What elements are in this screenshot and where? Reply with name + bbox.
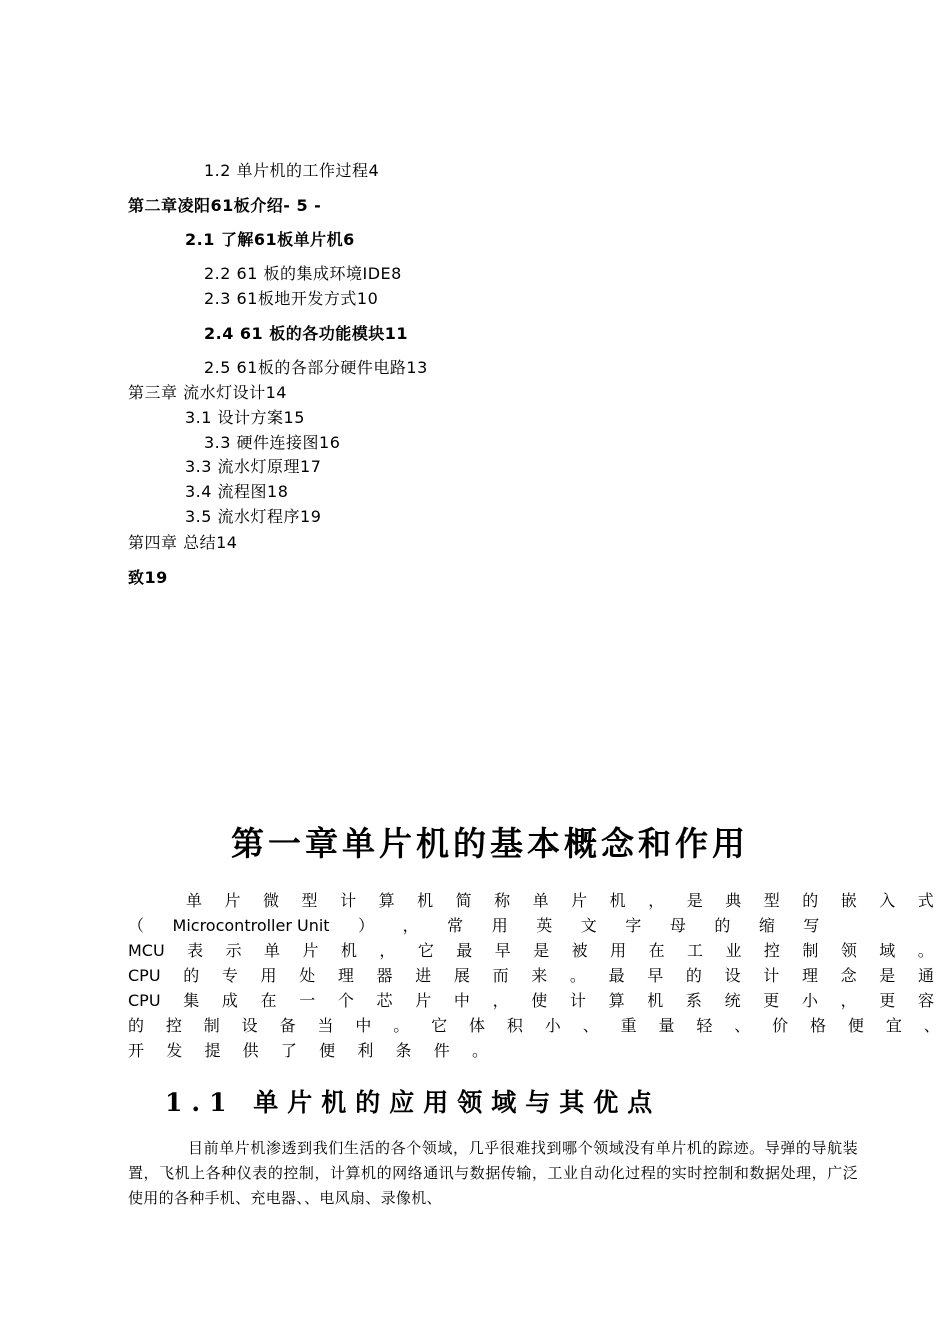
paragraph-token: CPU — [128, 991, 161, 1010]
paragraph-token: 。 — [471, 1041, 488, 1060]
section-title: 1.1 单片机的应用领域与其优点 — [165, 1088, 662, 1117]
paragraph-token: 域 — [879, 941, 896, 960]
paragraph-token: 机 — [609, 891, 626, 910]
paragraph-token: 成 — [221, 991, 238, 1010]
toc-entry[interactable]: 2.2 61 板的集成环境IDE8 — [204, 264, 402, 283]
paragraph-token: 嵌 — [840, 891, 857, 910]
paragraph-token: 最 — [456, 941, 473, 960]
paragraph-token: 进 — [415, 966, 432, 985]
paragraph-token: 是 — [686, 891, 703, 910]
paragraph-token: 英 — [536, 916, 553, 935]
paragraph-token: 个 — [337, 991, 354, 1010]
paragraph-token: 入 — [879, 891, 896, 910]
paragraph-token: 微 — [263, 891, 280, 910]
paragraph-token: 设 — [241, 1016, 258, 1035]
paragraph-token: 利 — [357, 1041, 374, 1060]
paragraph-token: CPU — [128, 966, 161, 985]
paragraph-token: 一 — [299, 991, 316, 1010]
paragraph-token: 理 — [801, 966, 818, 985]
paragraph-token: 来 — [531, 966, 548, 985]
paragraph-token: 写 — [803, 916, 820, 935]
paragraph-token: 称 — [494, 891, 511, 910]
paragraph-token: 控 — [165, 1016, 182, 1035]
toc-entry[interactable]: 2.3 61板地开发方式10 — [204, 289, 379, 308]
paragraph-token: 价 — [772, 1016, 789, 1035]
paragraph-token: 轻 — [696, 1016, 713, 1035]
paragraph-token: 、 — [734, 1016, 751, 1035]
paragraph-token: 它 — [431, 1016, 448, 1035]
paragraph-token: 早 — [647, 966, 664, 985]
toc-chapter-entry[interactable]: 第四章 总结14 — [128, 533, 238, 552]
paragraph-token: 容 — [917, 991, 934, 1010]
paragraph-token: 便 — [847, 1016, 864, 1035]
paragraph-token: 小 — [544, 1016, 561, 1035]
paragraph-token: 缩 — [758, 916, 775, 935]
paragraph-token: 。 — [569, 966, 586, 985]
toc-chapter-entry[interactable]: 第二章凌阳61板介绍- 5 - — [128, 196, 322, 215]
paragraph-token: 供 — [242, 1041, 259, 1060]
paragraph-token: 。 — [917, 941, 934, 960]
paragraph-token: 更 — [879, 991, 896, 1010]
paragraph-token: ， — [379, 941, 396, 960]
paragraph-token: 示 — [225, 941, 242, 960]
paragraph-token: 器 — [376, 966, 393, 985]
paragraph-token: 常 — [447, 916, 464, 935]
paragraph-token: 机 — [417, 891, 434, 910]
paragraph-token: Microcontroller Unit — [172, 916, 330, 935]
paragraph-token: 简 — [455, 891, 472, 910]
paragraph-token: 计 — [569, 991, 586, 1010]
paragraph-token: 通 — [917, 966, 934, 985]
paragraph-token: 积 — [506, 1016, 523, 1035]
paragraph-token: ） — [358, 916, 375, 935]
paragraph-token: 理 — [337, 966, 354, 985]
paragraph-token: 设 — [724, 966, 741, 985]
body-paragraph-text: 目前单片机渗透到我们生活的各个领域，几乎很难找到哪个领域没有单片机的踪迹。导弹的导航装置，飞机上各种仪表的控制，计算机的网络通讯与数据传输，工业自动化过程的实时控制和数据处理，广泛使用的各种手机、充电器、、电风扇、录像机、 — [128, 1139, 858, 1207]
paragraph-token: 的 — [685, 966, 702, 985]
toc-entry[interactable]: 3.5 流水灯程序19 — [185, 507, 322, 526]
paragraph-token: 统 — [724, 991, 741, 1010]
chapter-title: 第一章单片机的基本概念和作用 — [231, 824, 749, 863]
paragraph-token: 单 — [186, 891, 203, 910]
paragraph-token: 制 — [203, 1016, 220, 1035]
paragraph-token: 片 — [571, 891, 588, 910]
paragraph-token: 便 — [319, 1041, 336, 1060]
paragraph-line — [128, 916, 848, 936]
paragraph-token: 片 — [415, 991, 432, 1010]
toc-chapter-entry[interactable]: 第三章 流水灯设计14 — [128, 383, 287, 402]
paragraph-token: 工 — [687, 941, 704, 960]
toc-entry[interactable]: 3.4 流程图18 — [185, 482, 289, 501]
paragraph-token: 发 — [166, 1041, 183, 1060]
paragraph-token: 体 — [469, 1016, 486, 1035]
paragraph-token: 母 — [669, 916, 686, 935]
paragraph-token: 、 — [923, 1016, 940, 1035]
paragraph-token: 单 — [532, 891, 549, 910]
paragraph-token: 制 — [802, 941, 819, 960]
paragraph-token: 件 — [433, 1041, 450, 1060]
paragraph-token: MCU — [128, 941, 165, 960]
paragraph-token: 机 — [340, 941, 357, 960]
paragraph-token: 。 — [393, 1016, 410, 1035]
paragraph-token: 专 — [221, 966, 238, 985]
toc-entry[interactable]: 1.2 单片机的工作过程4 — [204, 161, 380, 180]
paragraph-line — [128, 1016, 940, 1036]
paragraph-token: ， — [840, 991, 857, 1010]
paragraph-token: 字 — [625, 916, 642, 935]
toc-entry[interactable]: 3.1 设计方案15 — [185, 408, 305, 427]
paragraph-token: 业 — [725, 941, 742, 960]
paragraph-token: 而 — [492, 966, 509, 985]
paragraph-token: 集 — [183, 991, 200, 1010]
paragraph-token: 备 — [279, 1016, 296, 1035]
paragraph-token: 小 — [801, 991, 818, 1010]
paragraph-token: 计 — [340, 891, 357, 910]
paragraph-line — [186, 891, 934, 911]
paragraph-line — [128, 941, 934, 961]
paragraph-token: 了 — [280, 1041, 297, 1060]
paragraph-token: 表 — [187, 941, 204, 960]
paragraph-line — [128, 1041, 488, 1061]
paragraph-token: 提 — [204, 1041, 221, 1060]
paragraph-token: （ — [128, 916, 145, 935]
paragraph-token: 典 — [725, 891, 742, 910]
paragraph-token: 更 — [763, 991, 780, 1010]
paragraph-token: ， — [648, 891, 665, 910]
paragraph-token: 片 — [302, 941, 319, 960]
paragraph-token: 用 — [260, 966, 277, 985]
paragraph-token: 重 — [620, 1016, 637, 1035]
paragraph-token: 展 — [453, 966, 470, 985]
paragraph-token: 、 — [582, 1016, 599, 1035]
paragraph-token: 在 — [260, 991, 277, 1010]
toc-entry[interactable]: 2.1 了解61板单片机6 — [185, 230, 355, 249]
paragraph-token: 的 — [183, 966, 200, 985]
paragraph-token: 的 — [802, 891, 819, 910]
toc-entry[interactable]: 2.5 61板的各部分硬件电路13 — [204, 358, 428, 377]
paragraph-token: 格 — [810, 1016, 827, 1035]
paragraph-token: ， — [402, 916, 419, 935]
paragraph-token: 机 — [647, 991, 664, 1010]
toc-entry[interactable]: 3.3 流水灯原理17 — [185, 457, 322, 476]
paragraph-token: 最 — [608, 966, 625, 985]
paragraph-token: 领 — [840, 941, 857, 960]
paragraph-token: 型 — [301, 891, 318, 910]
paragraph-token: 条 — [395, 1041, 412, 1060]
paragraph-token: 型 — [763, 891, 780, 910]
paragraph-token: 的 — [714, 916, 731, 935]
paragraph-line — [128, 991, 934, 1011]
paragraph-token: 芯 — [376, 991, 393, 1010]
paragraph-token: 念 — [840, 966, 857, 985]
toc-chapter-entry[interactable]: 致19 — [128, 568, 168, 587]
paragraph-token: 控 — [763, 941, 780, 960]
paragraph-token: ， — [492, 991, 509, 1010]
paragraph-token: 片 — [224, 891, 241, 910]
paragraph-token: 算 — [378, 891, 395, 910]
paragraph-token: 单 — [264, 941, 281, 960]
paragraph-token: 在 — [648, 941, 665, 960]
paragraph-token: 被 — [571, 941, 588, 960]
paragraph-token: 系 — [685, 991, 702, 1010]
paragraph-token: 文 — [580, 916, 597, 935]
paragraph-line — [128, 966, 934, 986]
toc-entry[interactable]: 3.3 硬件连接图16 — [204, 433, 341, 452]
paragraph-token: 中 — [355, 1016, 372, 1035]
paragraph-token: 处 — [299, 966, 316, 985]
paragraph-token: 用 — [491, 916, 508, 935]
paragraph-token: 它 — [417, 941, 434, 960]
paragraph-token: 用 — [610, 941, 627, 960]
paragraph-token: 是 — [533, 941, 550, 960]
paragraph-token: 早 — [494, 941, 511, 960]
paragraph-token: 式 — [917, 891, 934, 910]
paragraph-token: 当 — [317, 1016, 334, 1035]
paragraph-token: 量 — [658, 1016, 675, 1035]
paragraph-token: 使 — [531, 991, 548, 1010]
paragraph-token: 计 — [763, 966, 780, 985]
paragraph-token: 宜 — [885, 1016, 902, 1035]
toc-entry[interactable]: 2.4 61 板的各功能模块11 — [204, 324, 409, 343]
paragraph-token: 是 — [879, 966, 896, 985]
paragraph-token: 算 — [608, 991, 625, 1010]
paragraph-token: 中 — [453, 991, 470, 1010]
paragraph-token: 开 — [128, 1041, 145, 1060]
paragraph-token: 的 — [128, 1016, 145, 1035]
body-paragraph — [128, 1136, 858, 1211]
